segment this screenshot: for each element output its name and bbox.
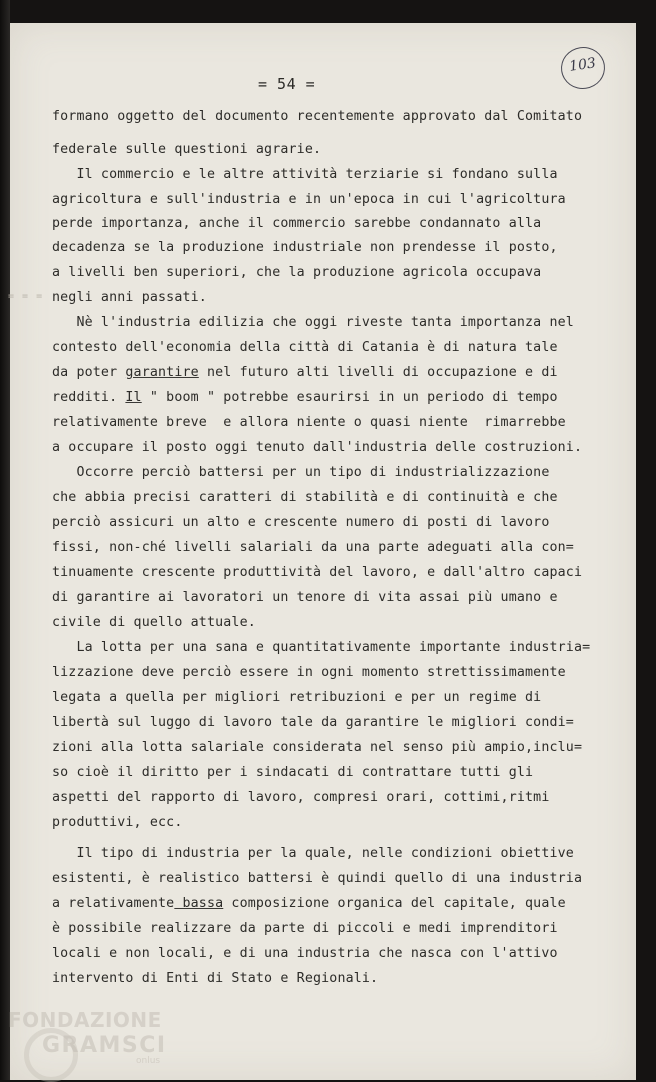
text-segment: nel futuro alti livelli di occupazione e di [198,365,558,380]
margin-mark: = = = [8,291,44,302]
text-line: legata a quella per migliori retribuzioni e per un regime di [52,690,542,705]
watermark-suffix: onlus [136,1056,161,1066]
archive-stamp-number: 103 [568,55,597,75]
text-segment: " boom " potrebbe esaurirsi in un periodo di tempo [141,390,558,405]
text-line: perde importanza, anche il commercio sarebbe condannato alla [52,216,542,231]
text-line: intervento di Enti di Stato e Regionali. [52,971,379,986]
watermark-subtitle: GRAMSCI [42,1033,167,1058]
text-line: lizzazione deve perciò essere in ogni momento strettissimamente [52,665,566,680]
text-line: produttivi, ecc. [52,815,183,830]
text-line: aspetti del rapporto di lavoro, compresi orari, cottimi,ritmi [52,790,550,805]
text-line: agricoltura e sull'industria e in un'epoca in cui l'agricoltura [52,192,566,207]
text-line [52,390,558,406]
page-number: = 54 = [258,75,316,93]
text-line: è possibile realizzare da parte di piccoli e medi imprenditori [52,921,558,936]
text-line: esistenti, è realistico battersi è quindi quello di una industria [52,871,583,886]
text-line: decadenza se la produzione industriale non prendesse il posto, [52,240,558,255]
text-line [52,896,566,912]
text-line: civile di quello attuale. [52,615,256,630]
text-line: Nè l'industria edilizia che oggi riveste tanta importanza nel [52,315,574,330]
text-line: di garantire ai lavoratori un tenore di vita assai più umano e [52,590,558,605]
text-line: a occupare il posto oggi tenuto dall'industria delle costruzioni. [52,440,583,455]
text-line: so cioè il diritto per i sindacati di contrattare tutti gli [52,765,534,780]
text-line: Il tipo di industria per la quale, nelle condizioni obiettive [52,846,574,861]
text-line: formano oggetto del documento recentemente approvato dal Comitato [52,109,583,124]
text-line: zioni alla lotta salariale considerata nel senso più ampio,inclu= [52,740,583,755]
text-line: a livelli ben superiori, che la produzione agricola occupava [52,265,542,280]
scanner-edge [0,0,10,1080]
text-line: negli anni passati. [52,290,207,305]
text-line [52,365,558,381]
text-line: contesto dell'economia della città di Catania è di natura tale [52,340,558,355]
text-line: che abbia precisi caratteri di stabilità e di continuità e che [52,490,558,505]
text-line: libertà sul luggo di lavoro tale da garantire le migliori condi= [52,715,574,730]
text-line: tinuamente crescente produttività del lavoro, e dall'altro capaci [52,565,583,580]
text-segment: redditi. [52,390,126,405]
text-line: La lotta per una sana e quantitativamente importante industria= [52,640,591,655]
underlined-word: garantire [125,365,199,380]
text-line: federale sulle questioni agrarie. [52,142,322,157]
text-segment: da poter [52,365,126,380]
underlined-word: Il [125,390,142,405]
text-segment: a relativamente [52,896,175,911]
text-line: fissi, non-ché livelli salariali da una parte adeguati alla con= [52,540,574,555]
text-line: relativamente breve e allora niente o quasi niente rimarrebbe [52,415,566,430]
watermark-title: FONDAZIONE [8,1008,162,1032]
text-line: Occorre perciò battersi per un tipo di industrializzazione [52,465,550,480]
underlined-word: bassa [174,896,224,911]
text-line: Il commercio e le altre attività terziarie si fondano sulla [52,167,558,182]
text-segment: composizione organica del capitale, quale [223,896,566,911]
text-line: perciò assicuri un alto e crescente numero di posti di lavoro [52,515,550,530]
text-line: locali e non locali, e di una industria che nasca con l'attivo [52,946,558,961]
